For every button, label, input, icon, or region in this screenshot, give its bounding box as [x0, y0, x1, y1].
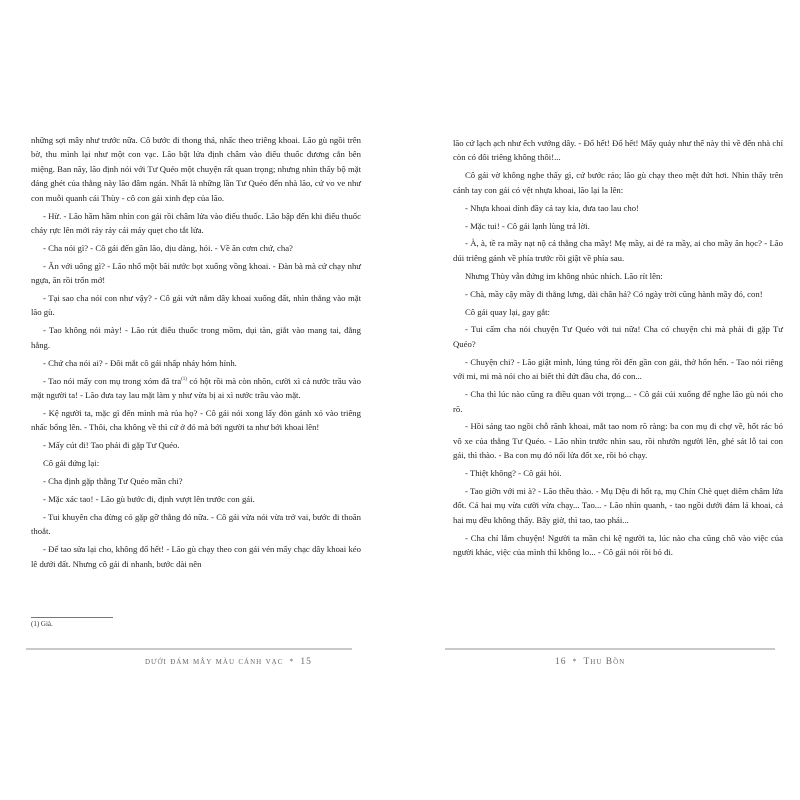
paragraph: - Cha thì lúc nào cũng ra điều quan với trọng... - Cô gái cúi xuống để nghe lão gù nói cho rõ. [453, 389, 783, 414]
paragraph: Cô gái quay lại, gay gắt: [465, 306, 550, 317]
paragraph: - Cha nói gì? - Cô gái đến gần lão, dịu dàng, hỏi. - Về ăn cơm chứ, cha? [43, 242, 293, 253]
paragraph-with-footnote: - Tao nói mấy con mụ trong xóm đã tra$^{(1)}$ có hột rồi mà còn nhõn, cười xì cả nước trầu vào mặt người ta! - Lão đưa tay lau mặt làm y như vừa bị ai xì nước trầu vào mặt. [31, 375, 361, 400]
paragraph: - Chứ cha nói ai? - Đôi mắt cô gái nhấp nháy hóm hỉnh. [43, 357, 237, 368]
footnote-marker: (1) [181, 376, 187, 382]
paragraph: - Tui khuyên cha đừng có gặp gỡ thằng đó nữa. - Cô gái vừa nói vừa trở vai, bước đi thoăn thoắt. [31, 511, 361, 537]
paragraph: - À, à, tề ra mầy nạt nộ cả thằng cha mầy! Mẹ mầy, ai đẻ ra mầy, ai cho mầy ăn học? - Lão dúi triêng gánh về phía trước rồi giật về phía sau. [453, 238, 783, 263]
star-ornament-icon: * [289, 657, 295, 666]
paragraph: - Thiệt không? - Cô gái hỏi. [465, 468, 562, 479]
paragraph: - Nhựa khoai dính đầy cả tay kia, đưa tao lau cho! [465, 202, 639, 213]
paragraph: - Mặc xác tao! - Lão gù bước đi, định vượt lên trước con gái. [43, 493, 255, 504]
paragraph: - Mấy cút đi! Tao phải đi gặp Tư Quéo. [43, 440, 180, 451]
right-footer-rule [445, 648, 775, 650]
footnote-divider [31, 617, 113, 618]
paragraph: - Tao giỡn với mi à? - Lão thều thào. - Mụ Dệu đi hốt rạ, mụ Chín Chè quẹt diêm châm lửa đốt. Cả hai mụ vừa cười vừa chạy... Tao... - Lão nhìn quanh, - tao ngồi dưới đám lá khoai, cả hai mụ đều không thấy. Bây giờ, thì tao, tao phải... [453, 486, 783, 525]
paragraph: lão cứ lạch ạch như ếch vướng dây. - Đổ hết! Đổ hết! Mấy quảy như thế này thì về đến nhà chỉ còn có đôi triêng không thôi!... [453, 138, 783, 163]
paragraph: - Cha chỉ lắm chuyện! Người ta mần chi kệ người ta, lúc nào cha cũng chõ vào việc của người khác, việc của mình thì không lo... - Cô gái nói rồi bỏ đi. [453, 532, 783, 558]
footnote: (1) Già. [31, 620, 53, 628]
paragraph: Cô gái đứng lại: [43, 458, 100, 469]
paragraph: - Hồi sáng tao ngồi chỗ rãnh khoai, mắt tao nom rõ ràng: ba con mụ đi chợ về, hốt rác bỏ vô xe của thằng Tư Quéo. - Lão nhìn trước nhìn sau, rồi nhướn người lên, ghé sát lỗ tai con gái, thì thào. - Ba con mụ đó nổi lửa đốt xe, rồi bỏ chạy. [453, 421, 783, 461]
author-name: Thu Bồn [583, 657, 626, 667]
paragraph: - Để tao sửa lại cho, không đổ hết! - Lão gù chạy theo con gái vén mấy chạc dây khoai kéo lê dưới đất. Nhưng cô gái đi nhanh, bước dài nên [31, 544, 361, 569]
left-page-footer [145, 657, 312, 667]
running-title: dưới đám mây màu cánh vạc [145, 657, 284, 667]
paragraph: - Mặc tui! - Cô gái lạnh lùng trả lời. [465, 220, 590, 231]
left-footer-rule [26, 648, 352, 650]
paragraph: - Kệ người ta, mặc gì đến mình mà rủa họ? - Cô gái nói xong lấy đòn gánh xỏ vào triêng nhấc bổng lên. - Thôi, cha không về thì cứ ở đó mà bới người ta như bới khoai lên! [31, 407, 361, 433]
right-page-footer [555, 657, 625, 667]
paragraph: - Hừ. - Lão hầm hầm nhìn con gái rồi châm lửa vào điếu thuốc. Lão bập đến khi điếu thuốc cháy rực lên mới rảy rảy cái máy quẹt cho tắt lửa. [31, 210, 361, 235]
page-number: 15 [300, 657, 312, 667]
paragraph: Nhưng Thùy vẫn đứng im không nhúc nhích. Lão rít lên: [465, 270, 663, 281]
paragraph: - Tại sao cha nói con như vậy? - Cô gái vứt nắm dây khoai xuống đất, nhìn thẳng vào mặt lão gù. [31, 293, 361, 318]
paragraph: - Tui cấm cha nói chuyện Tư Quéo với tui nữa! Cha có chuyện chi mà phải đi gặp Tư Quéo? [453, 324, 783, 349]
paragraph: những sợi mây như trước nữa. Cô bước đi thong thả, nhấc theo triêng khoai. Lão gù ngồi trên bờ, thu mình lại như một con vạc. Lão bật lửa định châm vào điếu thuốc đương cắn bên miệng. Ban nãy, lão định nói với Tư Quéo một chuyện rất quan trọng; nhưng nhìn thấy bộ mặt đáng ghét của thằng này lão đâm ngán. Nhất là những lần Tư Quéo đến nhà lão, cứ vo ve như con muỗi quanh cái Thùy - cô con gái xinh đẹp của lão. [31, 135, 361, 203]
left-page-body [31, 133, 361, 574]
paragraph: - Chuyện chi? - Lão giật mình, lúng túng rồi đến gần con gái, thở hổn hển. - Tao nói riêng với mi, mi mà nói cho ai biết thì đứt đầu cha, đó con... [453, 356, 783, 382]
page-number: 16 [555, 657, 567, 667]
star-ornament-icon: * [572, 657, 578, 666]
right-page-body [453, 136, 783, 563]
paragraph: Cô gái vờ không nghe thấy gì, cứ bước rảo; lão gù chạy theo mệt đứt hơi. Nhìn thấy trên cánh tay con gái có vệt nhựa khoai, lão lại la lên: [453, 170, 783, 195]
paragraph: - Tao không nói mày! - Lão rút điếu thuốc trong mồm, dụi tàn, giắt vào mang tai, đằng hắng. [31, 325, 361, 350]
paragraph: - Cha định gặp thằng Tư Quéo mần chi? [43, 476, 183, 487]
paragraph: - Chà, mầy cậy mầy đi thẳng lưng, dài chân hả? Có ngày trời cũng hành mầy đó, con! [465, 288, 763, 299]
paragraph: - Ăn với uống gì? - Lão nhổ một bãi nước bọt xuống vồng khoai. - Đàn bà mà cứ chạy như ngựa, ăn rồi trốn mớ! [31, 260, 361, 286]
